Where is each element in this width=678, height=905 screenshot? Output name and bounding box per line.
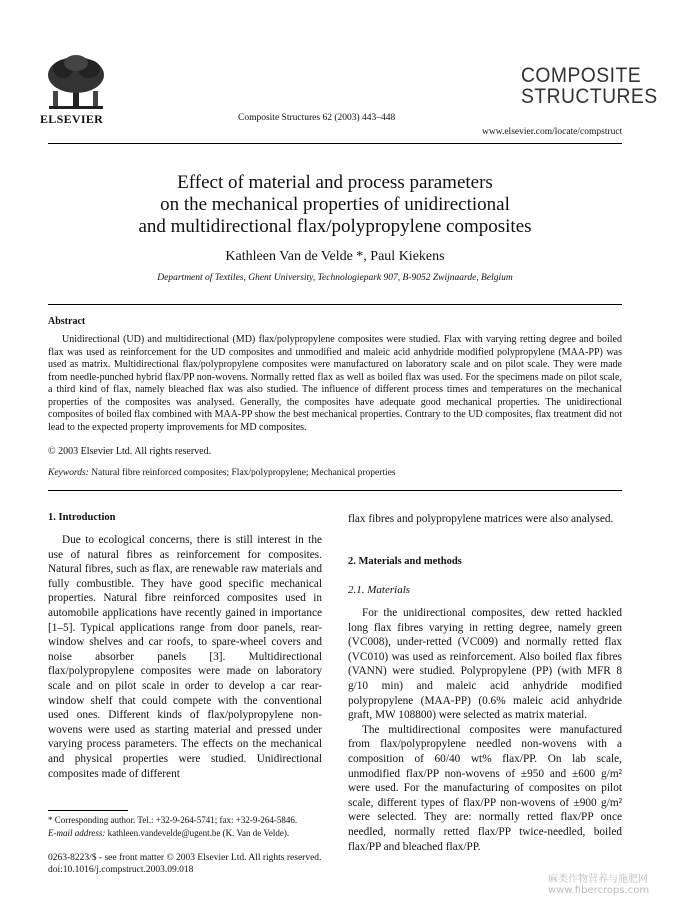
copyright: © 2003 Elsevier Ltd. All rights reserved. bbox=[48, 446, 212, 457]
intro-paragraph: Due to ecological concerns, there is still interest in the use of natural fibres as reinforcement for composites. Natural fibres, such as flax, are renewable raw materials and fully combustible. They have good specific mechanical properties. Natural fibre reinforced composites used in automobile applications have recently gained in importance [1–5]. Typical applications range from door panels, rear-window shelves and car roofs, to spare-wheel covers and noise absorber panels [3]. Multidirectional flax/polypropylene composites were made on laboratory scale and on pilot scale in order to develop a car rear-window shelf that could compete with the conventional used ones. Different kinds of flax/polypropylene non-wovens were used as starting material and pressed under varying process parameters. The effects on the mechanical and physical properties were studied. Unidirectional composites made of different bbox=[48, 534, 322, 780]
publisher-name: ELSEVIER bbox=[40, 112, 104, 126]
title-rule bbox=[48, 304, 622, 305]
abstract-rule bbox=[48, 490, 622, 491]
affiliation: Department of Textiles, Ghent University, Technologiepark 907, B-9052 Zwijnaarde, Belgium bbox=[157, 273, 513, 283]
intro-continued: flax fibres and polypropylene matrices were also analysed. bbox=[348, 513, 614, 525]
email-line bbox=[48, 827, 338, 840]
front-matter bbox=[48, 852, 321, 876]
keywords-list: Natural fibre reinforced composites; Flax/polypropylene; Mechanical properties bbox=[91, 468, 396, 478]
intro-column bbox=[48, 533, 322, 781]
title-line-3: and multidirectional flax/polypropylene composites bbox=[138, 216, 532, 237]
footnote bbox=[48, 814, 338, 839]
email-label: E-mail address: bbox=[48, 827, 106, 838]
journal-title-line1: COMPOSITE bbox=[521, 64, 642, 87]
watermark bbox=[548, 874, 649, 896]
abstract-text: Unidirectional (UD) and multidirectional (MD) flax/polypropylene composites were studied. Flax with varying retting degree and boiled flax was used as reinforcement for the UD composites and unmodified and maleic acid anhydride modified polypropylene (MAA-PP) was used as matrix. Multidirectional flax/polypropylene composites were manufactured on laboratory scale and on pilot scale. They were made from needle-punched hybrid flax/PP non-wovens. Normally retted flax as well as boiled flax was used. For the specimens made on pilot scale, a third kind of flax, namely bleached flax was also studied. The influence of different process times and temperatures on the mechanical properties of the composites was analysed. Generally, the composites have adequate good mechanical properties. The unidirectional composites of boiled flax combined with MAA-PP show the best mechanical properties. Contrary to the UD composites, flax treatment did not lead to the expected property improvements for MD composites. bbox=[48, 334, 622, 433]
header-rule bbox=[48, 143, 622, 144]
materials-column bbox=[348, 606, 622, 854]
journal-logo bbox=[521, 64, 658, 108]
journal-citation: Composite Structures 62 (2003) 443–448 bbox=[238, 113, 396, 123]
elsevier-tree-logo bbox=[45, 53, 107, 111]
footnote-rule bbox=[48, 810, 128, 811]
materials-heading: 2.1. Materials bbox=[348, 584, 411, 596]
materials-paragraph-2: The multidirectional composites were manufactured from flax/polypropylene needled non-wovens with a composition of 60/40 wt% flax/PP. On lab scale, unmodified flax/PP non-wovens of ±950 and ±600 g/m² were used. For the manufacturing of composites on pilot scale, different types of flax/PP non-wovens of ±900 g/m² were selected. They are: normally retted flax/PP once needled, normally retted flax/PP twice-needled, boiled flax/PP and bleached flax/PP. bbox=[348, 723, 622, 853]
intro-heading: 1. Introduction bbox=[48, 512, 116, 523]
issn-line: 0263-8223/$ - see front matter © 2003 Elsevier Ltd. All rights reserved. bbox=[48, 853, 322, 863]
methods-heading: 2. Materials and methods bbox=[348, 556, 462, 567]
materials-paragraph-1: For the unidirectional composites, dew retted hackled long flax fibres varying in retting degree, namely green (VC008), under-retted (VC009) and normally retted flax (VC010) was used as reinforcement. Also boiled flax fibres (VANN) were studied. Polypropylene (PP) (with MFR 8 g/10 min) and maleic acid anhydride modified polypropylene (MAA-PP) (0.6% maleic acid anhydride graft, MW 108800) were selected as matrix material. bbox=[348, 607, 622, 722]
title-line-1: Effect of material and process parameters bbox=[177, 172, 493, 193]
doi-line: doi:10.1016/j.compstruct.2003.09.018 bbox=[48, 865, 194, 875]
article-title bbox=[48, 172, 622, 238]
keywords-label: Keywords: bbox=[48, 468, 89, 478]
email-link[interactable]: kathleen.vandevelde@ugent.be bbox=[107, 827, 221, 838]
corresponding-author: * Corresponding author. Tel.: +32-9-264-5741; fax: +32-9-264-5846. bbox=[48, 815, 298, 825]
keywords bbox=[48, 468, 396, 478]
authors: Kathleen Van de Velde *, Paul Kiekens bbox=[225, 249, 445, 264]
journal-title-line2: STRUCTURES bbox=[521, 85, 658, 108]
watermark-line-2: www.fibercrops.com bbox=[548, 885, 650, 896]
email-suffix: (K. Van de Velde). bbox=[222, 827, 290, 838]
abstract-heading: Abstract bbox=[48, 316, 86, 327]
watermark-line-1: 麻类作物营养与施肥网 bbox=[548, 874, 648, 885]
title-line-2: on the mechanical properties of unidirectional bbox=[160, 194, 510, 215]
journal-url[interactable]: www.elsevier.com/locate/compstruct bbox=[482, 127, 623, 137]
